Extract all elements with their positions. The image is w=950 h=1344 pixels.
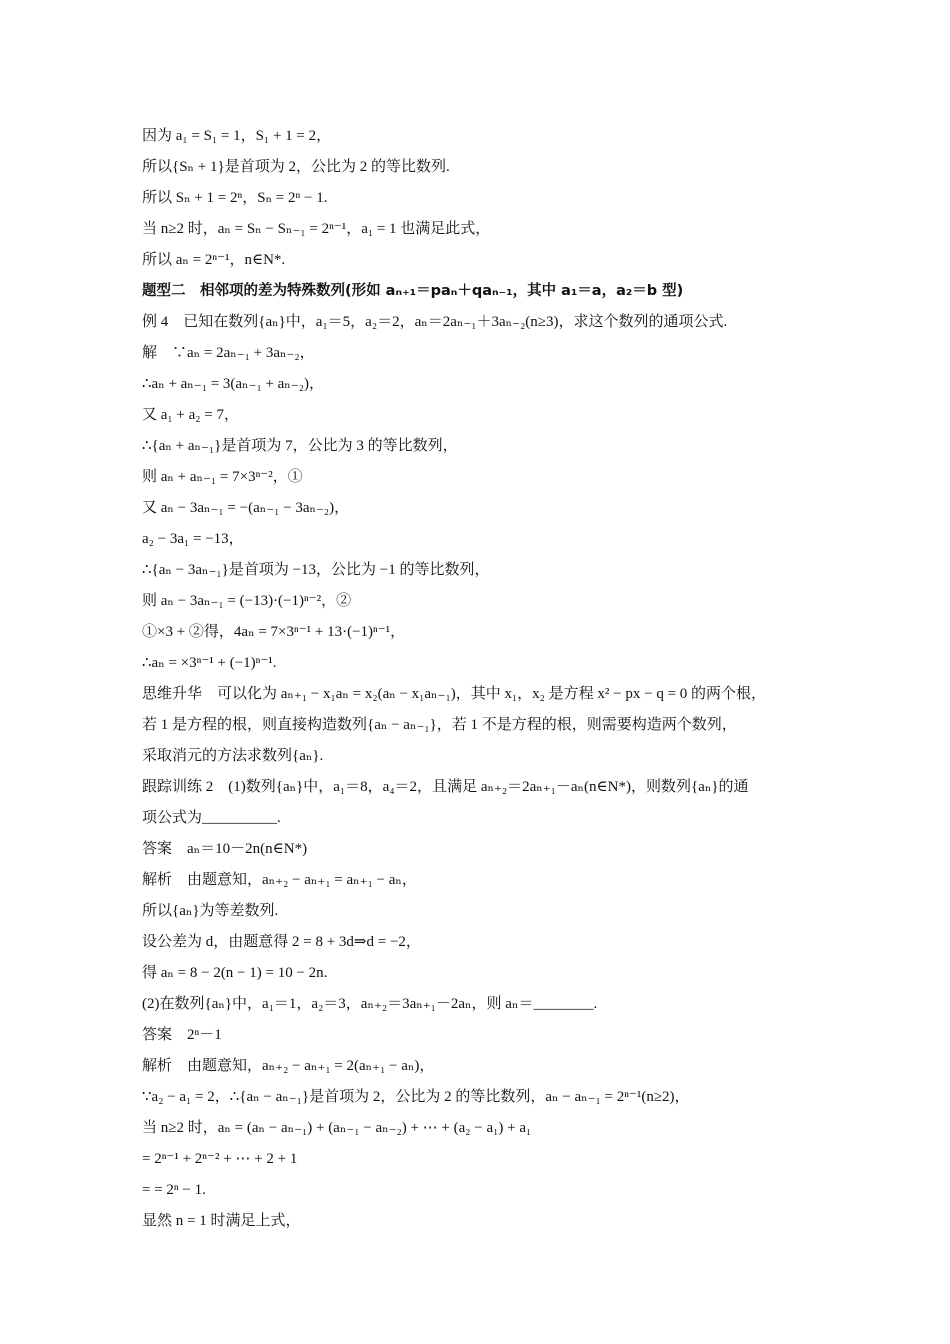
text-line: ∴{aₙ − 3aₙ₋₁}是首项为 −13，公比为 −1 的等比数列， [142,562,490,578]
text-line: 若 1 是方程的根，则直接构造数列{aₙ − aₙ₋₁}，若 1 不是方程的根，则需要构造两个数列， [142,717,737,733]
text-line: 又 a₁ + a₂ = 7， [142,407,239,423]
analysis-line: 解析 由题意知，aₙ₊₂ − aₙ₊₁ = 2(aₙ₊₁ − aₙ)， [142,1058,435,1074]
text-line: 则 aₙ − 3aₙ₋₁ = (−13)·(−1)ⁿ⁻²，② [142,593,352,609]
text-line: 所以 Sₙ + 1 = 2ⁿ，Sₙ = 2ⁿ − 1. [142,190,328,206]
text-line: 显然 n = 1 时满足上式， [142,1213,301,1229]
text-line: 项公式为__________. [142,810,281,826]
exercise-statement: (2)在数列{aₙ}中，a₁＝1，a₂＝3，aₙ₊₂＝3aₙ₊₁－2aₙ，则 aₙ＝________. [142,996,598,1012]
text-line: ∴aₙ + aₙ₋₁ = 3(aₙ₋₁ + aₙ₋₂)， [142,376,324,392]
text-line: 所以 aₙ = 2ⁿ⁻¹，n∈N*. [142,252,286,268]
text-line: ∵a₂ − a₁ = 2，∴{aₙ − aₙ₋₁}是首项为 2，公比为 2 的等比数列，aₙ − aₙ₋₁ = 2ⁿ⁻¹(n≥2)， [142,1089,690,1105]
exercise-statement: 跟踪训练 2 (1)数列{aₙ}中，a₁＝8，a₄＝2，且满足 aₙ₊₂＝2aₙ₊₁－aₙ(n∈N*)，则数列{aₙ}的通 [142,779,749,795]
text-line: ∴{aₙ + aₙ₋₁}是首项为 7，公比为 3 的等比数列， [142,438,458,454]
text-line: 又 aₙ − 3aₙ₋₁ = −(aₙ₋₁ − 3aₙ₋₂)， [142,500,350,516]
insight-line: 思维升华 可以化为 aₙ₊₁ − x₁aₙ = x₂(aₙ − x₁aₙ₋₁)，其中 x₁，x₂ 是方程 x² − px − q = 0 的两个根， [142,686,767,702]
answer-line: 答案 2ⁿ－1 [142,1027,222,1043]
answer-line: 答案 aₙ＝10－2n(n∈N*) [142,841,308,857]
text-line: 采取消元的方法求数列{aₙ}. [142,748,324,764]
text-line: ①×3 + ②得，4aₙ = 7×3ⁿ⁻¹ + 13·(−1)ⁿ⁻¹， [142,624,406,640]
section-heading: 题型二 相邻项的差为特殊数列(形如 aₙ₊₁＝paₙ＋qaₙ₋₁，其中 a₁＝a，a₂＝b 型) [142,283,684,299]
text-line: = = 2ⁿ − 1. [142,1182,206,1198]
text-line: a₂ − 3a₁ = −13， [142,531,244,547]
text-line: 因为 a₁ = S₁ = 1，S₁ + 1 = 2， [142,128,332,144]
text-line: 所以{aₙ}为等差数列. [142,903,279,919]
text-line: 得 aₙ = 8 − 2(n − 1) = 10 − 2n. [142,965,328,981]
text-line: = 2ⁿ⁻¹ + 2ⁿ⁻² + ⋯ + 2 + 1 [142,1151,298,1167]
text-line: 所以{Sₙ + 1}是首项为 2，公比为 2 的等比数列. [142,159,450,175]
text-line: 则 aₙ + aₙ₋₁ = 7×3ⁿ⁻²，① [142,469,303,485]
text-line: 当 n≥2 时，aₙ = Sₙ − Sₙ₋₁ = 2ⁿ⁻¹，a₁ = 1 也满足此式， [142,221,491,237]
text-line: 当 n≥2 时，aₙ = (aₙ − aₙ₋₁) + (aₙ₋₁ − aₙ₋₂) + ⋯ + (a₂ − a₁) + a₁ [142,1120,532,1136]
analysis-line: 解析 由题意知，aₙ₊₂ − aₙ₊₁ = aₙ₊₁ − aₙ， [142,872,417,888]
text-line: ∴aₙ = ×3ⁿ⁻¹ + (−1)ⁿ⁻¹. [142,655,277,671]
example-statement: 例 4 已知在数列{aₙ}中，a₁＝5，a₂＝2，aₙ＝2aₙ₋₁＋3aₙ₋₂(n≥3)，求这个数列的通项公式. [142,314,728,330]
text-line: 设公差为 d，由题意得 2 = 8 + 3d⇒d = −2， [142,934,421,950]
solution-line: 解 ∵aₙ = 2aₙ₋₁ + 3aₙ₋₂， [142,345,315,361]
